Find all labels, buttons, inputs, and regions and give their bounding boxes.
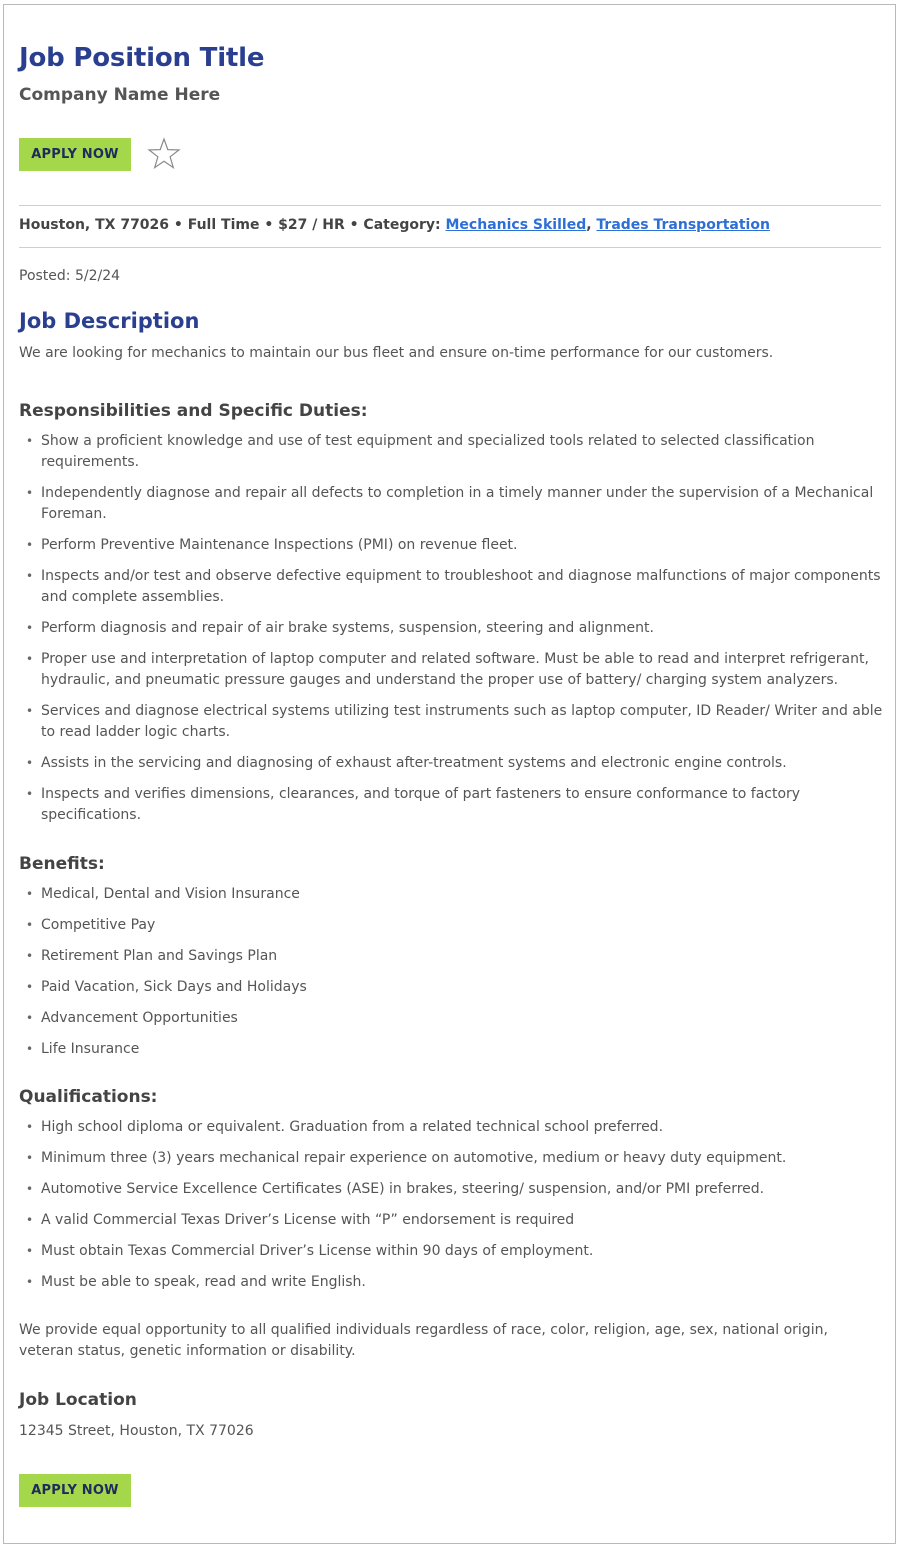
list-item: • Inspects and/or test and observe defective equipment to troubleshoot and diagnose malfunctions of major components and complete assemblies. xyxy=(41,566,886,608)
star-outline-icon[interactable] xyxy=(146,136,182,172)
job-location-address: 12345 Street, Houston, TX 77026 xyxy=(19,1423,254,1439)
list-item: • High school diploma or equivalent. Graduation from a related technical school preferred. xyxy=(41,1117,886,1138)
list-item: • A valid Commercial Texas Driver’s License with “P” endorsement is required xyxy=(41,1210,886,1231)
list-item: • Inspects and verifies dimensions, clearances, and torque of part fasteners to ensure conformance to factory specifications. xyxy=(41,784,886,826)
list-item: • Minimum three (3) years mechanical repair experience on automotive, medium or heavy duty equipment. xyxy=(41,1148,886,1169)
job-title: Job Position Title xyxy=(19,43,265,73)
benefits-list xyxy=(41,884,886,1070)
list-item: • Show a proficient knowledge and use of test equipment and specialized tools related to selected classification requirements. xyxy=(41,431,886,473)
list-item: • Must obtain Texas Commercial Driver’s License within 90 days of employment. xyxy=(41,1241,886,1262)
category-link-mechanics-skilled[interactable]: Mechanics Skilled xyxy=(445,217,587,233)
responsibilities-heading: Responsibilities and Specific Duties: xyxy=(19,401,368,421)
apply-now-button-bottom[interactable]: APPLY NOW xyxy=(19,1474,131,1507)
qualifications-list xyxy=(41,1117,886,1303)
equal-opportunity-statement: We provide equal opportunity to all qualified individuals regardless of race, color, religion, age, sex, national origin, veteran status, genetic information or disability. xyxy=(19,1322,828,1359)
list-item: • Competitive Pay xyxy=(41,915,886,936)
list-item: • Perform Preventive Maintenance Inspections (PMI) on revenue fleet. xyxy=(41,535,886,556)
list-item: • Advancement Opportunities xyxy=(41,1008,886,1029)
list-item: • Must be able to speak, read and write English. xyxy=(41,1272,886,1293)
divider-top xyxy=(19,205,881,206)
list-item: • Medical, Dental and Vision Insurance xyxy=(41,884,886,905)
job-meta-line xyxy=(19,217,770,233)
posted-date: Posted: 5/2/24 xyxy=(19,268,121,284)
job-description-heading: Job Description xyxy=(19,309,200,333)
qualifications-heading: Qualifications: xyxy=(19,1087,158,1107)
job-location-heading: Job Location xyxy=(19,1390,137,1410)
list-item: • Paid Vacation, Sick Days and Holidays xyxy=(41,977,886,998)
list-item: • Proper use and interpretation of laptop computer and related software. Must be able to read and interpret refrigerant, hydraulic, and pneumatic pressure gauges and understand the proper use of battery/ charging system analyzers. xyxy=(41,649,886,691)
job-meta-details: Houston, TX 77026 • Full Time • $27 / HR • Category: xyxy=(19,217,446,233)
list-item: • Automotive Service Excellence Certificates (ASE) in brakes, steering/ suspension, and/or PMI preferred. xyxy=(41,1179,886,1200)
divider-bottom xyxy=(19,247,881,248)
apply-now-button-top[interactable]: APPLY NOW xyxy=(19,138,131,171)
category-separator: , xyxy=(586,217,597,233)
benefits-heading: Benefits: xyxy=(19,854,105,874)
list-item: • Independently diagnose and repair all defects to completion in a timely manner under the supervision of a Mechanical Foreman. xyxy=(41,483,886,525)
list-item: • Retirement Plan and Savings Plan xyxy=(41,946,886,967)
list-item: • Life Insurance xyxy=(41,1039,886,1060)
list-item: • Services and diagnose electrical systems utilizing test instruments such as laptop computer, ID Reader/ Writer and able to read ladder logic charts. xyxy=(41,701,886,743)
list-item: • Assists in the servicing and diagnosing of exhaust after-treatment systems and electronic engine controls. xyxy=(41,753,886,774)
list-item: • Perform diagnosis and repair of air brake systems, suspension, steering and alignment. xyxy=(41,618,886,639)
job-posting-card xyxy=(3,4,896,1544)
company-name: Company Name Here xyxy=(19,85,221,105)
job-description-text: We are looking for mechanics to maintain our bus fleet and ensure on-time performance for our customers. xyxy=(19,345,774,361)
responsibilities-list xyxy=(41,431,886,836)
category-link-trades-transportation[interactable]: Trades Transportation xyxy=(596,217,770,233)
